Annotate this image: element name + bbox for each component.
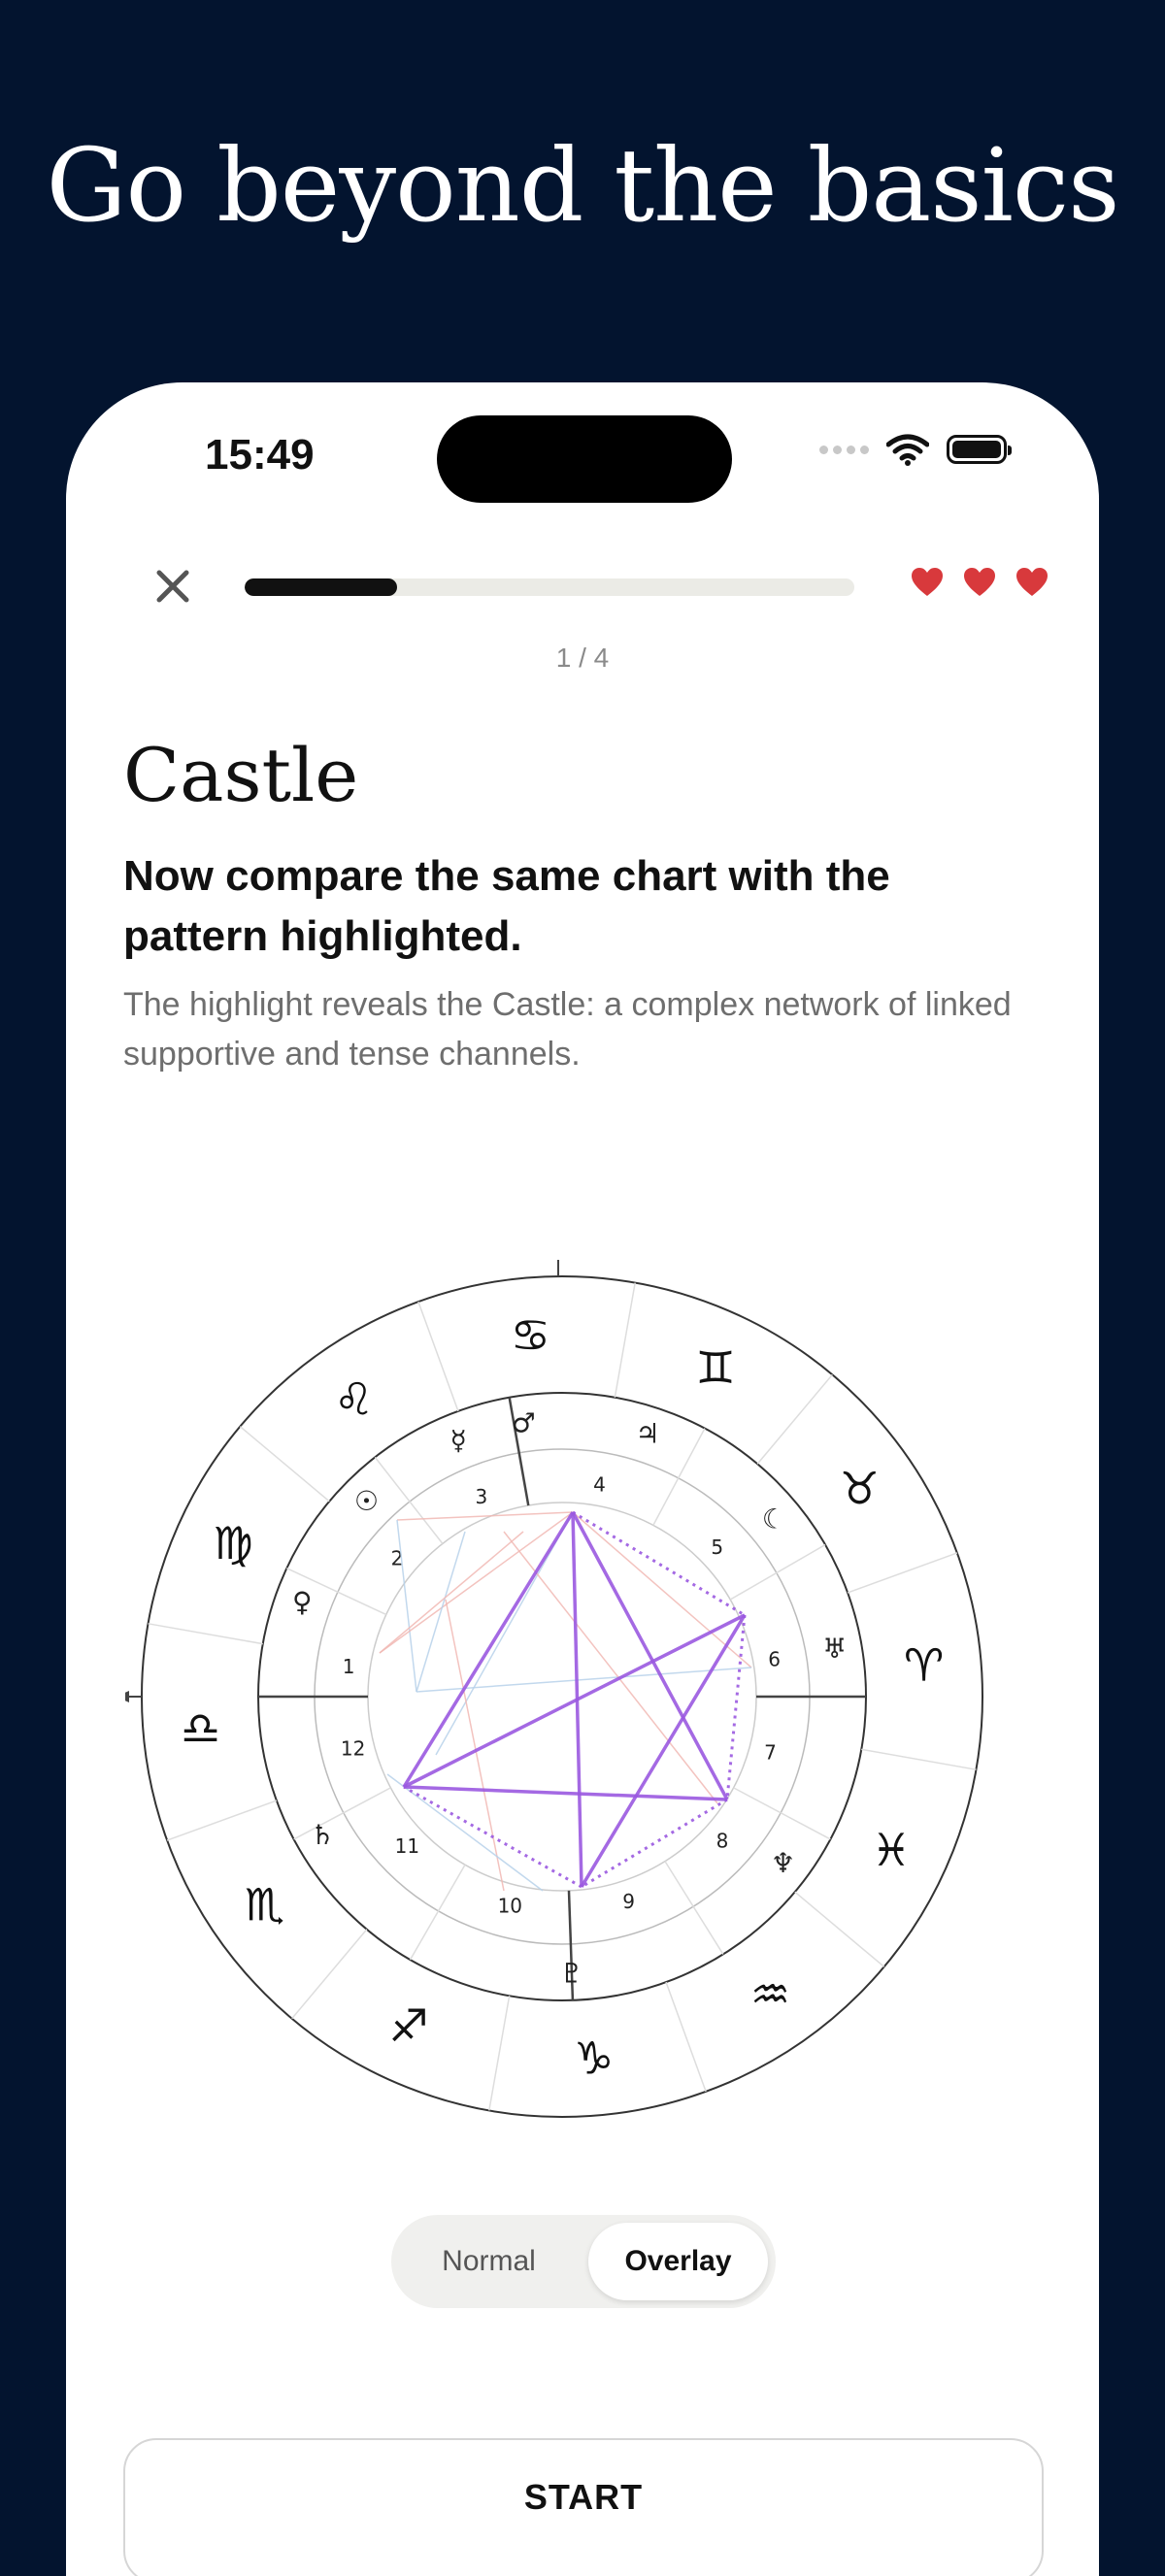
house-cusp bbox=[734, 1788, 831, 1839]
dynamic-island bbox=[437, 415, 732, 503]
house-cusp bbox=[665, 1862, 723, 1955]
sign-divider bbox=[757, 1374, 832, 1464]
house-number: 2 bbox=[390, 1546, 404, 1570]
gemini-sign: ♊ bbox=[695, 1341, 736, 1395]
sign-divider bbox=[861, 1749, 976, 1769]
house-number: 4 bbox=[593, 1472, 606, 1497]
moon-glyph: ☾ bbox=[761, 1503, 786, 1536]
aspect-line-faint bbox=[397, 1520, 416, 1692]
house-cusp bbox=[730, 1545, 825, 1601]
leo-sign: ♌ bbox=[333, 1372, 375, 1426]
toggle-overlay[interactable]: Overlay bbox=[588, 2223, 768, 2300]
house-number: 5 bbox=[711, 1535, 724, 1559]
libra-sign: ♎ bbox=[180, 1701, 221, 1755]
aspect-line-faint bbox=[446, 1600, 504, 1891]
taurus-sign: ♉ bbox=[839, 1462, 880, 1515]
wifi-icon bbox=[886, 433, 929, 466]
view-toggle bbox=[391, 2215, 776, 2308]
neptune-glyph: ♆ bbox=[771, 1847, 796, 1880]
sign-divider bbox=[167, 1800, 277, 1840]
toggle-normal[interactable]: Normal bbox=[442, 2245, 536, 2277]
sign-divider bbox=[149, 1624, 263, 1644]
sign-divider bbox=[848, 1553, 957, 1593]
mars-glyph: ♂ bbox=[511, 1406, 536, 1439]
heart-icon bbox=[911, 567, 944, 598]
battery-icon bbox=[947, 435, 1007, 464]
house-cusp bbox=[411, 1865, 466, 1960]
sign-divider bbox=[615, 1283, 635, 1398]
heart-icon bbox=[1015, 567, 1048, 598]
signal-icon bbox=[819, 446, 869, 454]
house-number: 3 bbox=[475, 1485, 488, 1509]
uranus-glyph: ♅ bbox=[822, 1633, 848, 1666]
house-cusp bbox=[294, 1788, 391, 1839]
castle-aspect-line bbox=[404, 1787, 727, 1800]
status-icons bbox=[819, 433, 1007, 466]
capricorn-sign: ♑ bbox=[573, 2031, 615, 2085]
house-number: 11 bbox=[394, 1834, 420, 1859]
lesson-progress-bar bbox=[245, 578, 854, 596]
close-button[interactable] bbox=[144, 557, 202, 615]
sign-divider bbox=[240, 1427, 329, 1502]
sign-divider bbox=[795, 1892, 884, 1966]
house-number: 9 bbox=[622, 1890, 635, 1914]
lives-hearts bbox=[911, 567, 1048, 598]
sign-divider bbox=[418, 1302, 458, 1411]
house-number: 6 bbox=[768, 1647, 781, 1671]
pluto-glyph: ♇ bbox=[559, 1957, 584, 1990]
sign-divider bbox=[489, 1996, 510, 2110]
saturn-glyph: ♄ bbox=[310, 1819, 335, 1851]
house-number: 12 bbox=[340, 1736, 366, 1761]
virgo-sign: ♍ bbox=[213, 1516, 253, 1569]
cancer-sign: ♋ bbox=[510, 1308, 551, 1362]
house-cusp bbox=[653, 1429, 705, 1526]
step-counter: 1 / 4 bbox=[555, 643, 610, 673]
natal-chart bbox=[125, 1260, 999, 2133]
aquarius-sign: ♒ bbox=[749, 1967, 791, 2021]
status-time: 15:49 bbox=[205, 431, 315, 479]
aspect-ring bbox=[368, 1503, 756, 1891]
heart-icon bbox=[963, 567, 996, 598]
pisces-sign: ♓ bbox=[871, 1824, 912, 1877]
lesson-title: Castle bbox=[123, 732, 359, 818]
sagittarius-sign: ♐ bbox=[388, 1998, 429, 2052]
sign-divider bbox=[666, 1982, 706, 2092]
lesson-description: The highlight reveals the Castle: a complex network of linked supportive and tense channels. bbox=[123, 986, 1012, 1073]
castle-aspect-line bbox=[573, 1512, 727, 1800]
lesson-progress-fill bbox=[245, 578, 397, 596]
aspect-line-faint bbox=[416, 1532, 465, 1692]
headline: Go beyond the basics bbox=[46, 126, 1119, 245]
phone-screen bbox=[66, 382, 1099, 2576]
house-number: 7 bbox=[764, 1740, 777, 1765]
house-number: 10 bbox=[497, 1894, 523, 1918]
close-icon bbox=[155, 569, 190, 604]
jupiter-glyph: ♃ bbox=[635, 1417, 660, 1450]
mercury-glyph: ☿ bbox=[449, 1424, 467, 1457]
sign-divider bbox=[292, 1930, 367, 2019]
house-number: 8 bbox=[716, 1829, 729, 1853]
castle-dotted-line bbox=[582, 1800, 727, 1887]
scorpio-sign: ♏ bbox=[245, 1878, 285, 1932]
start-button[interactable]: START bbox=[123, 2438, 1044, 2576]
lesson-subtitle: Now compare the same chart with the pattern highlighted. bbox=[123, 852, 890, 960]
venus-glyph: ♀ bbox=[291, 1586, 313, 1619]
ascendant-arrow bbox=[125, 1691, 129, 1702]
house-cusp bbox=[375, 1457, 443, 1543]
aries-sign: ♈ bbox=[903, 1638, 945, 1692]
sun-glyph: ☉ bbox=[353, 1484, 380, 1517]
house-ring bbox=[315, 1449, 810, 1944]
house-number: 1 bbox=[342, 1655, 355, 1679]
castle-dotted-line bbox=[404, 1787, 582, 1887]
